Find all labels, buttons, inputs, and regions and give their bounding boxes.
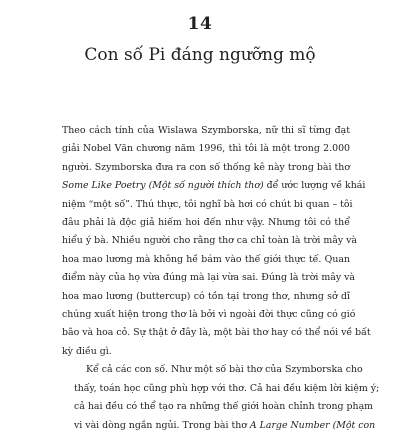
text-run: giải Nobel Văn chương năm 1996, thì tôi là một trong 2.000 [62, 143, 350, 155]
text-line [62, 159, 350, 177]
text-run: Theo cách tính của Wislawa Szymborska, nữ thi sĩ từng đạt [62, 125, 350, 136]
text-line [62, 417, 376, 435]
text-line [62, 361, 363, 379]
text-line [62, 343, 350, 361]
text-run: niệm “một số”. Thú thực, tôi nghĩ bà hơi có chút bi quan – tôi [62, 198, 353, 210]
text-run: thấy, toán học cũng phù hợp với thơ. Cả hai đều kiệm lời kiệm ý; [74, 382, 380, 394]
chapter-number: 14 [187, 14, 213, 34]
text-line [62, 251, 350, 269]
text-line [62, 214, 350, 232]
text-line [62, 196, 353, 214]
text-line [62, 269, 356, 287]
italic-text: A Large Number (Một con [249, 419, 376, 431]
text-line [62, 122, 350, 140]
text-run: điểm này của họ vừa đúng mà lại vừa sai. Đúng là trời mây và [62, 272, 356, 284]
text-line [62, 140, 350, 158]
text-line [62, 288, 350, 306]
text-line [62, 398, 374, 416]
text-line [62, 232, 357, 250]
text-run: chúng xuất hiện trong thơ là bởi vì ngoài đời thực cũng có gió [62, 309, 356, 321]
text-run: người. Szymborska đưa ra con số thống kê này trong bài thơ [62, 161, 350, 173]
text-line [62, 380, 380, 398]
body-paragraph [62, 361, 380, 435]
text-run: hiểu ý bà. Nhiều người cho rằng thơ ca chỉ toàn là trời mây và [62, 235, 357, 247]
text-line [62, 177, 366, 195]
chapter-title: Con số Pi đáng ngưỡng mộ [84, 45, 316, 65]
text-run: cả hai đều có thể tạo ra những thế giới hoàn chỉnh trong phạm [74, 401, 374, 413]
text-run: kỳ điều gì. [62, 345, 112, 357]
text-run: để ước lượng về khái [263, 180, 366, 192]
text-run: bão và hoa cỏ. Sự thật ở đây là, một bài thơ hay có thể nói về bất [62, 327, 371, 339]
text-run: hoa mao lương mà không hề bám vào thế giới thực tế. Quan [62, 253, 350, 265]
text-line [62, 306, 356, 324]
italic-text: Some Like Poetry (Một số người thích thơ) [62, 180, 264, 192]
text-line [62, 324, 371, 342]
text-run: vi vài dòng ngắn ngủi. Trong bài thơ [74, 419, 250, 431]
body-paragraph [62, 122, 371, 361]
text-run: đâu phải là độc giả hiếm hoi đến như vậy. Nhưng tôi có thể [62, 217, 350, 229]
text-run: Kể cả các con số. Như một số bài thơ của Szymborska cho [86, 364, 363, 376]
text-run: hoa mao lương (buttercup) có tồn tại trong thơ, nhưng sở dĩ [62, 290, 350, 302]
chapter-body [62, 122, 380, 435]
